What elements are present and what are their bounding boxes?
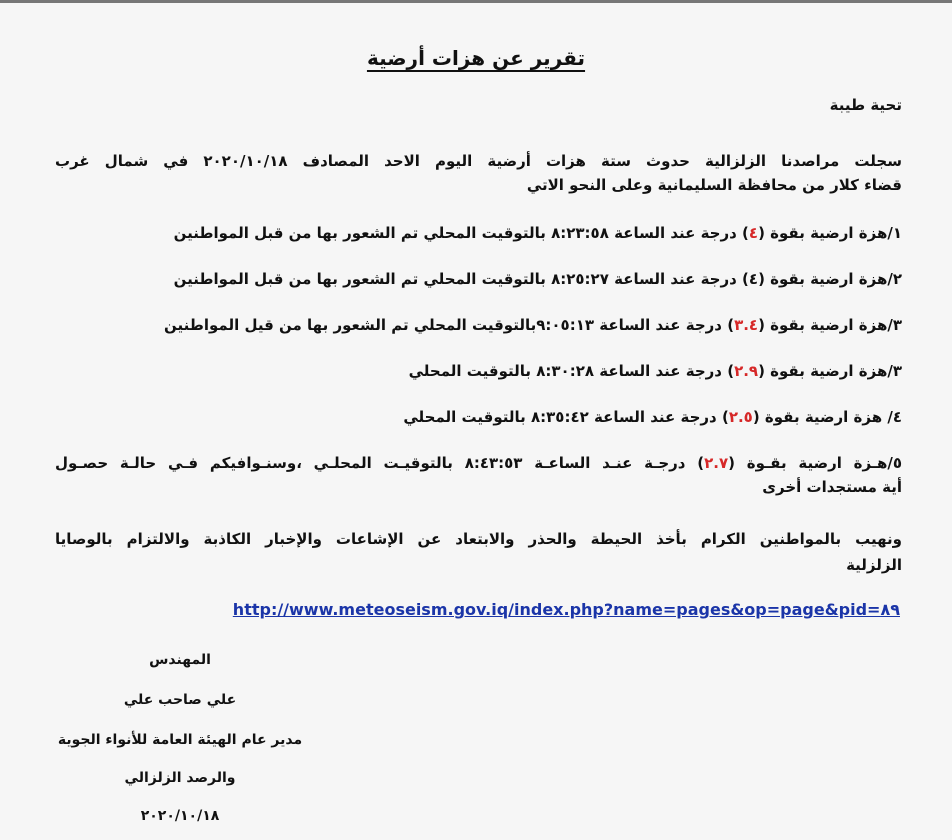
signature-role: المهندس [149,652,211,668]
quake-item-5: ٤/ هزة ارضية بقوة (٢.٥) درجة عند الساعة ٨:٣٥:٤٢ بالتوقيت المحلي [403,408,902,426]
quake-item-4: ٣/هزة ارضية بقوة (٢.٩) درجة عند الساعة ٨:٣٠:٢٨ بالتوقيت المحلي [408,362,902,380]
magnitude-value: ٣.٤ [734,316,759,334]
intro-line-1: سجلت مراصدنا الزلزالية حدوث ستة هزات أرضية اليوم الاحد المصادف ٢٠٢٠/١٠/١٨ في شمال غرب [55,152,902,170]
quake-item-2: ٢/هزة ارضية بقوة (٤) درجة عند الساعة ٨:٢٥:٢٧ بالتوقيت المحلي تم الشعور بها من قبل المواطنين [173,270,902,288]
signature-name: علي صاحب علي [123,692,237,708]
magnitude-value: ٤ [748,270,759,288]
signature-position-1: مدير عام الهيئة العامة للأنواء الجوية [57,732,303,748]
magnitude-value: ٢.٧ [704,454,729,472]
magnitude-value: ٢.٩ [734,362,759,380]
quake-item-6: ٥/هـزة ارضية بقـوة (٢.٧) درجـة عنـد الساعـة ٨:٤٣:٥٣ بالتوقيـت المحلـي ،وسنـوافيكم فـي حالـة حصـول [55,454,902,472]
quake-item-6-continuation: أية مستجدات أخرى [762,478,902,496]
signature-date: ٢٠٢٠/١٠/١٨ [140,808,220,824]
top-border-line [0,0,952,3]
quake-item-3: ٣/هزة ارضية بقوة (٣.٤) درجة عند الساعة ٩:٠٥:١٣بالتوقيت المحلي تم الشعور بها من قيل المواطنين [164,316,902,334]
report-title: تقرير عن هزات أرضية [366,46,586,70]
appeal-line-2: الزلزلية [846,556,902,574]
greeting: تحية طيبة [829,96,902,114]
website-link[interactable]: http://www.meteoseism.gov.iq/index.php?name=pages&op=page&pid=٨٩ [232,600,900,619]
intro-line-2: قضاء كلار من محافظة السليمانية وعلى النحو الاتي [526,176,902,194]
signature-position-2: والرصد الزلزالي [124,770,236,786]
magnitude-value: ٤ [748,224,759,242]
magnitude-value: ٢.٥ [728,408,753,426]
quake-item-1: ١/هزة ارضية بقوة (٤) درجة عند الساعة ٨:٢٣:٥٨ بالتوقيت المحلي تم الشعور بها من قبل المواطنين [173,224,902,242]
appeal-line-1: ونهيب بالمواطنين الكرام بأخذ الحيطة والحذر والابتعاد عن الإشاعات والإخبار الكاذبة والالتزام بالوصايا [55,530,902,548]
